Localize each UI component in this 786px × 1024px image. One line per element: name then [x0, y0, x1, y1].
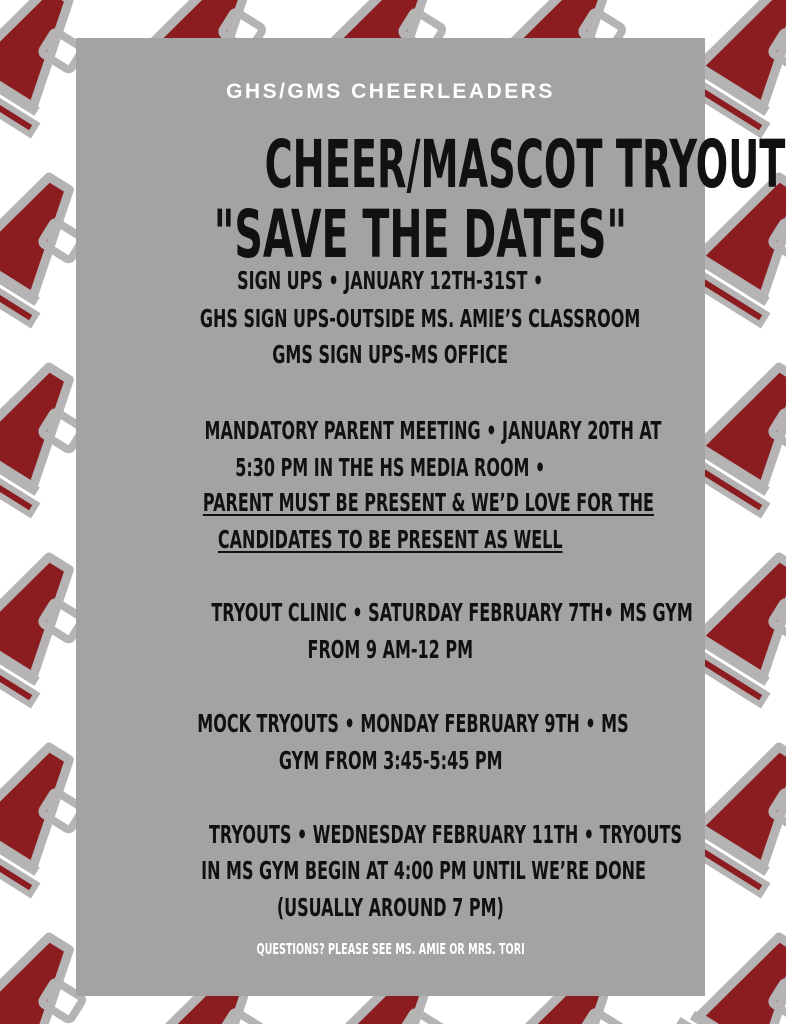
meeting-line-underlined: PARENT MUST BE PRESENT & WE’D LOVE FOR THE: [202, 488, 654, 517]
flyer-title-text-2: "SAVE THE DATES": [213, 196, 627, 273]
questions-text: QUESTIONS? PLEASE SEE MS. AMIE OR MRS. TORI: [256, 940, 525, 958]
meeting-line: MANDATORY PARENT MEETING • JANUARY 20TH AT: [204, 416, 662, 445]
meeting-line: 5:30 PM IN THE HS MEDIA ROOM •: [235, 453, 546, 482]
mock-tryouts-line: GYM FROM 3:45-5:45 PM: [278, 746, 503, 775]
flyer-panel: [76, 38, 786, 996]
clinic-line: FROM 9 AM-12 PM: [307, 635, 474, 664]
flyer-subtitle: GHS/GMS CHEERLEADERS: [226, 80, 555, 103]
flyer-title-text-1: CHEER/MASCOT TRYOUT: [264, 126, 786, 203]
mock-tryouts-line: MOCK TRYOUTS • MONDAY FEBRUARY 9TH • MS: [197, 709, 629, 738]
signups-line: SIGN UPS • JANUARY 12TH-31ST •: [237, 266, 544, 295]
tryouts-line: (USUALLY AROUND 7 PM): [277, 893, 504, 922]
flyer-title-line-1: [76, 126, 786, 203]
flyer-title-line-2: [76, 196, 705, 273]
signups-line: GHS SIGN UPS-OUTSIDE MS. AMIE’S CLASSROOM: [199, 304, 641, 333]
clinic-line: TRYOUT CLINIC • SATURDAY FEBRUARY 7TH• MS GYM: [211, 598, 693, 627]
questions-note: [76, 940, 705, 959]
tryouts-line: IN MS GYM BEGIN AT 4:00 PM UNTIL WE’RE DONE: [201, 856, 646, 885]
meeting-line-underlined: CANDIDATES TO BE PRESENT AS WELL: [218, 525, 563, 554]
signups-line: GMS SIGN UPS-MS OFFICE: [272, 340, 509, 369]
tryouts-line: TRYOUTS • WEDNESDAY FEBRUARY 11TH • TRYOUTS: [209, 820, 682, 849]
